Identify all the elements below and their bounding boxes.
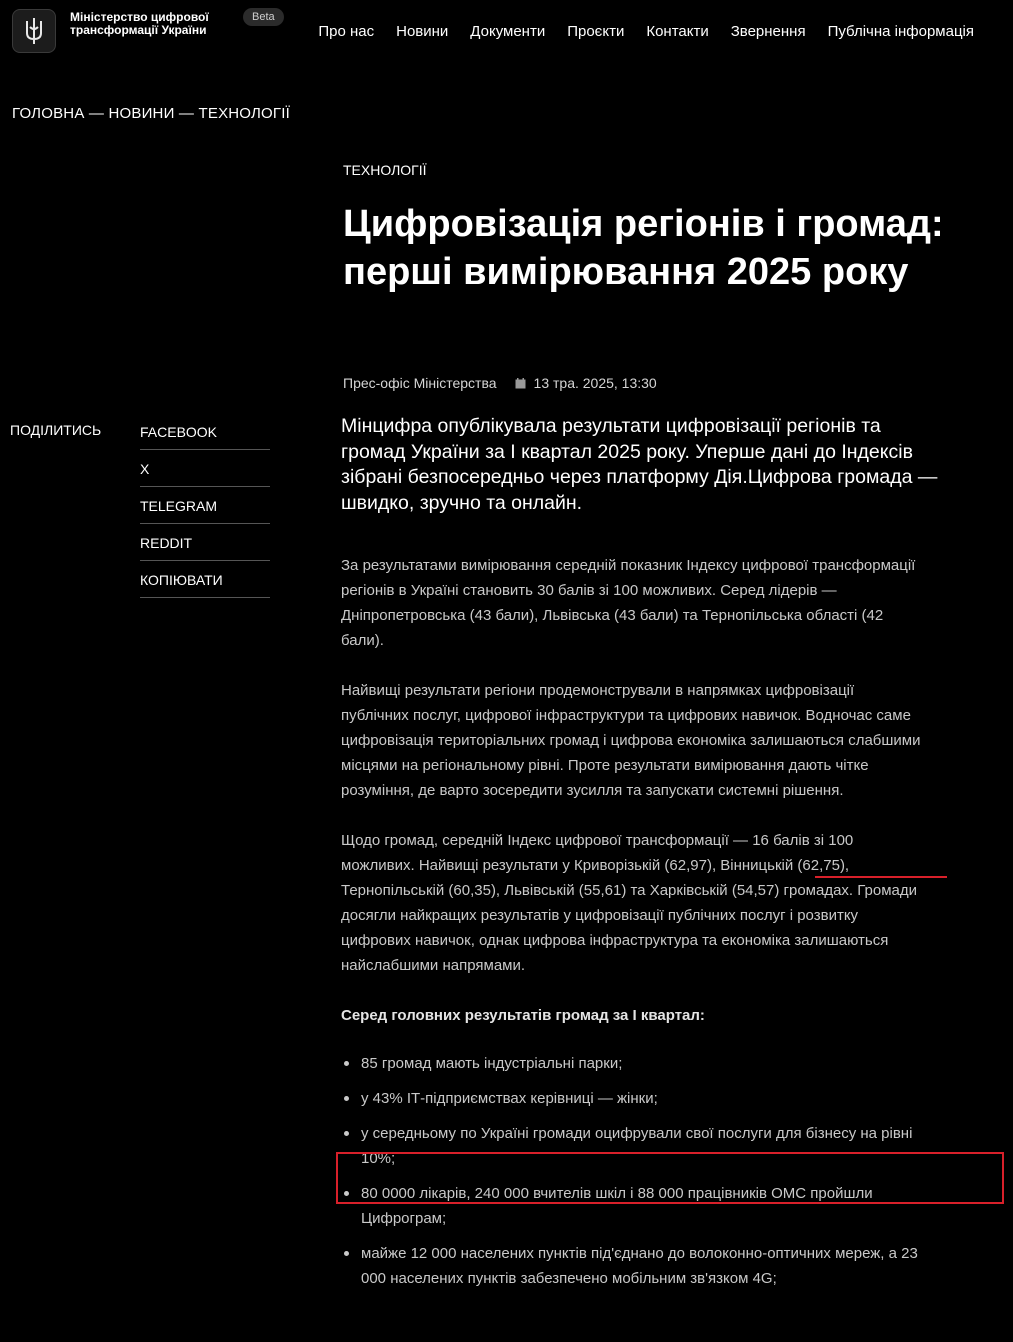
beta-badge: Beta (243, 8, 284, 26)
article-category[interactable]: ТЕХНОЛОГІЇ (343, 162, 427, 178)
trident-logo-icon[interactable] (12, 9, 56, 53)
paragraph-communities-index: Щодо громад, середній Індекс цифрової трансформації — 16 балів зі 100 можливих. Найвищі результати у Криворізькій (62,97), Вінницькій (62,75), Тернопільській (60,35), Львівській (55,61) та Харківській (54,57) громадах. Громади досягли найкращих результатів у цифровізації публічних послуг і розвитку цифрових навичок, однак цифрова інфраструктура та економіка залишаються найслабшими напрямами. (341, 832, 918, 974)
article-author: Прес-офіс Міністерства (343, 375, 497, 391)
article-title: Цифровізація регіонів і громад: перші вимірювання 2025 року (343, 203, 944, 293)
list-item: у середньому по Україні громади оцифрували свої послуги для бізнесу на рівні 10%; (341, 1121, 921, 1171)
paragraph-regions-index: За результатами вимірювання середній показник Індексу цифрової трансформації регіонів в Україні становить 30 балів зі 100 можливих. Серед лідерів — Дніпропетровська (43 бали), Львівська (43 бали) та Тернопільська області (42 бали). (341, 557, 916, 649)
list-item: 80 0000 лікарів, 240 000 вчителів шкіл і 88 000 працівників ОМС пройшли Цифрограм; (341, 1181, 921, 1231)
list-item: у 43% ІТ-підприємствах керівниці — жінки; (341, 1086, 921, 1111)
nav-projects[interactable]: Проєкти (567, 23, 625, 40)
nav-public-info[interactable]: Публічна інформація (827, 23, 974, 40)
site-header (0, 0, 1013, 64)
nav-documents[interactable]: Документи (470, 23, 546, 40)
share-telegram[interactable]: TELEGRAM (140, 487, 270, 524)
nav-contacts[interactable]: Контакти (646, 23, 709, 40)
paragraph-regions-results: Найвищі результати регіони продемонстрували в напрямках цифровізації публічних послуг, цифрової інфраструктури та цифрових навичок. Водночас саме цифровізація територіальних громад і цифрова економіка залишаються слабшими місцями на регіональному рівні. Проте результати вимірювання дають чітке розуміння, де варто зосередити зусилля та запускати системні рішення. (341, 682, 921, 799)
share-facebook[interactable]: FACEBOOK (140, 413, 270, 450)
highlight-box (336, 1152, 1004, 1204)
list-title (341, 1003, 921, 1028)
article-lead: Мінцифра опублікувала результати цифровізації регіонів та громад України за І квартал 2025 року. Уперше дані до Індексів зібрані безпосередньо через платформу Дія.Цифрова громада — швидко, зручно та онлайн. (341, 415, 938, 514)
share-label: ПОДІЛИТИСЬ (10, 422, 102, 438)
list-item: майже 12 000 населених пунктів під'єднано до волоконно-оптичних мереж, а 23 000 населених пунктів забезпечено мобільним зв'язком 4G; (341, 1241, 921, 1291)
nav-news[interactable]: Новини (396, 23, 449, 40)
ministry-name[interactable]: Міністерство цифрової трансформації України (70, 10, 209, 37)
article-date: 13 тра. 2025, 13:30 (533, 375, 657, 391)
share-copy-link[interactable]: КОПІЮВАТИ (140, 561, 270, 598)
list-item: 85 громад мають індустріальні парки; (341, 1051, 921, 1076)
calendar-icon (515, 378, 526, 389)
breadcrumb[interactable]: ГОЛОВНА — НОВИНИ — ТЕХНОЛОГІЇ (12, 105, 290, 122)
share-x[interactable]: X (140, 450, 270, 487)
list-title-text: Серед головних результатів громад за І квартал: (341, 1007, 705, 1024)
article-meta (343, 375, 657, 391)
share-list (140, 413, 270, 598)
nav-about[interactable]: Про нас (318, 23, 375, 40)
nav-appeals[interactable]: Звернення (730, 23, 806, 40)
main-nav (318, 23, 974, 40)
share-reddit[interactable]: REDDIT (140, 524, 270, 561)
highlight-underline (815, 876, 947, 878)
